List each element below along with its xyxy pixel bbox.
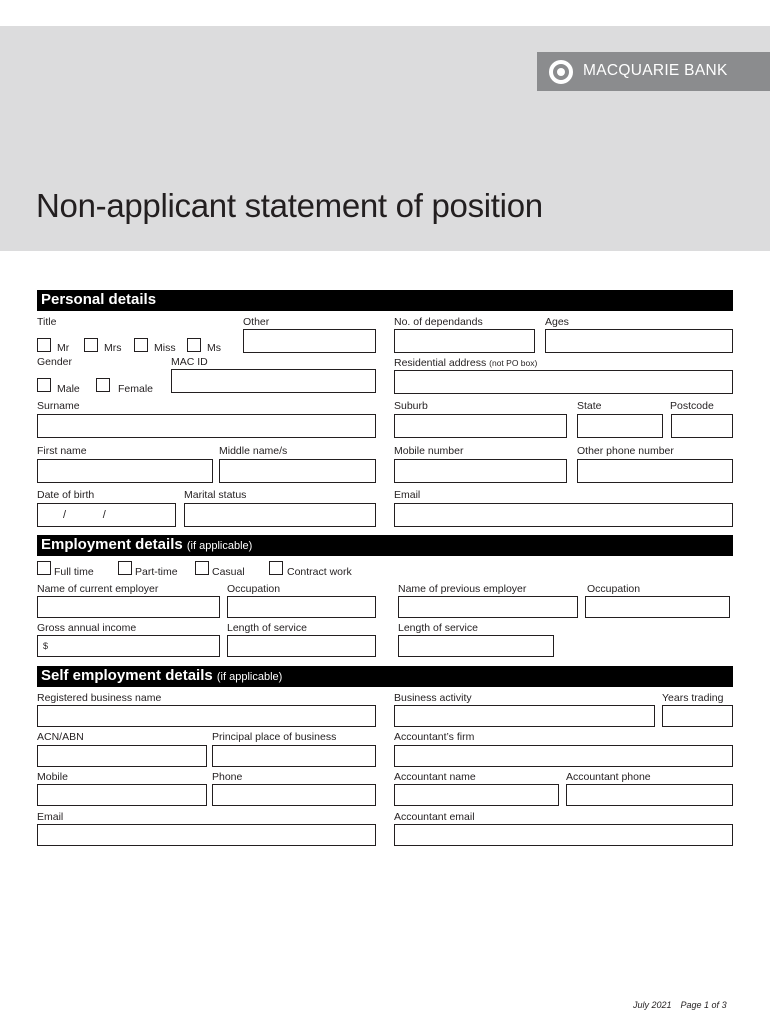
years-trading-field[interactable] [662,705,733,727]
postcode-field[interactable] [671,414,733,438]
part-time-label: Part-time [135,566,178,578]
title-miss-checkbox[interactable] [134,338,148,352]
previous-service-length-label: Length of service [398,622,478,634]
email-field[interactable] [394,503,733,527]
casual-checkbox[interactable] [195,561,209,575]
middle-name-label: Middle name/s [219,445,288,457]
gender-male-checkbox[interactable] [37,378,51,392]
dependants-label: No. of dependands [394,316,483,328]
employment-heading-note: (if applicable) [186,540,253,552]
casual-label: Casual [212,566,245,578]
accountant-name-field[interactable] [394,784,559,806]
part-time-checkbox[interactable] [118,561,132,575]
title-label: Title [37,316,57,328]
macquarie-logo-icon [549,60,573,84]
other-title-field[interactable] [243,329,376,353]
business-name-label: Registered business name [37,692,162,704]
gross-income-label: Gross annual income [37,622,137,634]
current-employer-field[interactable] [37,596,220,618]
title-ms-label: Ms [207,342,221,354]
title-mr-checkbox[interactable] [37,338,51,352]
section-title [41,536,252,553]
address-note: (not PO box) [489,358,538,368]
accountant-email-field[interactable] [394,824,733,846]
surname-field[interactable] [37,414,376,438]
self-mobile-field[interactable] [37,784,207,806]
title-mr-label: Mr [57,342,70,354]
title-miss-label: Miss [154,342,176,354]
address-label [394,357,537,369]
macquarie-logo [537,52,770,91]
brand-name: MACQUARIE BANK [583,62,728,79]
self-email-label: Email [37,811,64,823]
self-email-field[interactable] [37,824,376,846]
suburb-field[interactable] [394,414,567,438]
acn-abn-field[interactable] [37,745,207,767]
accountant-firm-label: Accountant’s firm [394,731,475,743]
middle-name-field[interactable] [219,459,376,483]
title-mrs-label: Mrs [104,342,122,354]
marital-status-label: Marital status [184,489,247,501]
gender-label: Gender [37,356,73,368]
self-phone-label: Phone [212,771,243,783]
postcode-label: Postcode [670,400,714,412]
section-title: Personal details [41,291,157,308]
accountant-name-label: Accountant name [394,771,476,783]
business-name-field[interactable] [37,705,376,727]
page-title: Non-applicant statement of position [36,187,543,224]
acn-abn-label: ACN/ABN [37,731,84,743]
suburb-label: Suburb [394,400,428,412]
previous-employer-field[interactable] [398,596,578,618]
self-employment-heading-note: (if applicable) [216,671,283,683]
residential-address-field[interactable] [394,370,733,394]
business-activity-label: Business activity [394,692,472,704]
accountant-email-label: Accountant email [394,811,475,823]
dob-field[interactable] [37,503,176,527]
other-title-label: Other [243,316,270,328]
surname-label: Surname [37,400,80,412]
contract-work-label: Contract work [287,566,352,578]
email-label: Email [394,489,421,501]
ages-field[interactable] [545,329,733,353]
gender-male-label: Male [57,383,80,395]
business-activity-field[interactable] [394,705,655,727]
service-length-field[interactable] [227,635,376,657]
employment-heading: Employment details [41,536,183,553]
service-length-label: Length of service [227,622,307,634]
mac-id-field[interactable] [171,369,376,393]
mobile-number-label: Mobile number [394,445,464,457]
principal-place-label: Principal place of business [212,731,337,743]
gender-female-label: Female [118,383,154,395]
previous-occupation-label: Occupation [587,583,641,595]
contract-work-checkbox[interactable] [269,561,283,575]
full-time-label: Full time [54,566,94,578]
full-time-checkbox[interactable] [37,561,51,575]
previous-occupation-field[interactable] [585,596,730,618]
section-header-personal [37,290,733,311]
other-phone-field[interactable] [577,459,733,483]
principal-place-field[interactable] [212,745,376,767]
accountant-phone-field[interactable] [566,784,733,806]
mac-id-label: MAC ID [171,356,208,368]
footer-date: July 2021 [633,1000,672,1010]
self-mobile-label: Mobile [37,771,68,783]
title-mrs-checkbox[interactable] [84,338,98,352]
self-phone-field[interactable] [212,784,376,806]
occupation-field[interactable] [227,596,376,618]
other-phone-label: Other phone number [577,445,674,457]
first-name-label: First name [37,445,87,457]
dependants-field[interactable] [394,329,535,353]
self-employment-heading: Self employment details [41,667,213,684]
section-title [41,667,282,684]
current-employer-label: Name of current employer [37,583,159,595]
mobile-number-field[interactable] [394,459,567,483]
accountant-firm-field[interactable] [394,745,733,767]
accountant-phone-label: Accountant phone [566,771,651,783]
ages-label: Ages [545,316,569,328]
dob-separators: / / [63,509,106,521]
marital-status-field[interactable] [184,503,376,527]
currency-prefix: $ [43,641,49,651]
occupation-label: Occupation [227,583,281,595]
page-footer [633,1000,727,1010]
page-number: Page 1 of 3 [680,1000,727,1010]
previous-service-length-field[interactable] [398,635,554,657]
state-label: State [577,400,602,412]
gender-female-checkbox[interactable] [96,378,110,392]
state-field[interactable] [577,414,663,438]
years-trading-label: Years trading [662,692,724,704]
gross-income-field[interactable] [37,635,220,657]
section-header-self-employment [37,666,733,687]
section-header-employment [37,535,733,556]
address-label-text: Residential address [394,357,487,369]
first-name-field[interactable] [37,459,213,483]
title-ms-checkbox[interactable] [187,338,201,352]
dob-label: Date of birth [37,489,95,501]
previous-employer-label: Name of previous employer [398,583,527,595]
